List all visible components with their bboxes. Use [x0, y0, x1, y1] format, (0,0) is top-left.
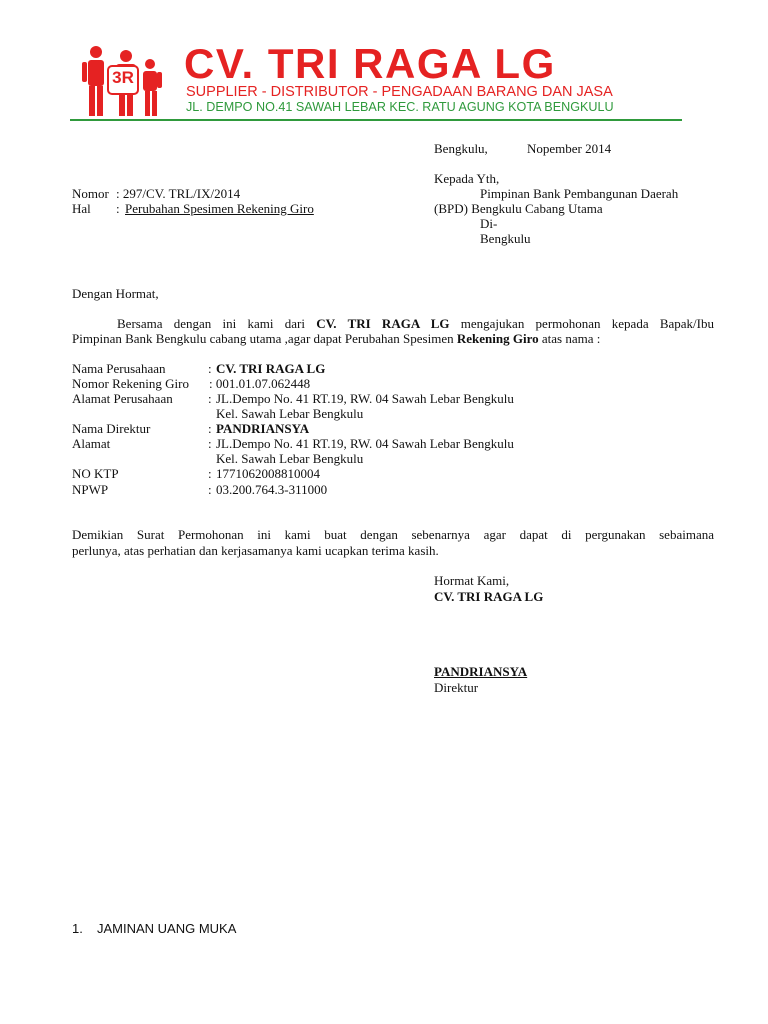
- direktur-label: Nama Direktur: [72, 421, 151, 436]
- npwp-value: 03.200.764.3-311000: [216, 482, 328, 497]
- ktp-value: 1771062008810004: [216, 466, 320, 481]
- company-name: CV. TRI RAGA LG: [184, 40, 556, 87]
- alamat-value-1: JL.Dempo No. 41 RT.19, RW. 04 Sawah Lebar Bengkulu: [216, 436, 514, 451]
- npwp-colon: :: [208, 482, 212, 497]
- nama-perusahaan-value: CV. TRI RAGA LG: [216, 361, 326, 376]
- nomor-label: Nomor: [72, 186, 109, 201]
- recipient-line-1: Pimpinan Bank Pembangunan Daerah: [480, 186, 679, 201]
- direktur-value: PANDRIANSYA: [216, 421, 310, 436]
- salutation: Dengan Hormat,: [72, 286, 159, 301]
- alamat-perusahaan-value-1: JL.Dempo No. 41 RT.19, RW. 04 Sawah Lebar Bengkulu: [216, 391, 514, 406]
- section-number: 1.: [72, 921, 83, 936]
- intro-text-1: Bersama dengan ini kami dari: [117, 316, 317, 331]
- npwp-label: NPWP: [72, 482, 109, 497]
- intro-text-3: Pimpinan Bank Bengkulu cabang utama ,agar dapat Perubahan Spesimen: [72, 331, 457, 346]
- logo-letters: 3R: [112, 68, 134, 87]
- signature-title: Direktur: [434, 680, 479, 695]
- recipient-line-2: (BPD) Bengkulu Cabang Utama: [434, 201, 603, 216]
- nama-perusahaan-colon: :: [208, 361, 212, 376]
- company-address: JL. DEMPO NO.41 SAWAH LEBAR KEC. RATU AGUNG KOTA BENGKULU: [186, 100, 614, 114]
- intro-rekening: Rekening Giro: [456, 331, 539, 346]
- rekening-label: Nomor Rekening Giro: [72, 376, 189, 391]
- hal-colon: :: [116, 201, 120, 216]
- signature-regards: Hormat Kami,: [434, 573, 510, 588]
- section-heading: JAMINAN UANG MUKA: [97, 921, 237, 936]
- closing-line-2: perlunya, atas perhatian dan kerjasamanya kami ucapkan terima kasih.: [72, 543, 439, 558]
- letterhead-divider: [70, 119, 682, 121]
- direktur-colon: :: [208, 421, 212, 436]
- intro-paragraph-line-1: [72, 316, 714, 331]
- intro-paragraph-line-2: [72, 331, 600, 346]
- alamat-colon: :: [208, 436, 212, 451]
- hal-value: Perubahan Spesimen Rekening Giro: [125, 201, 314, 216]
- recipient-line-4: Bengkulu: [480, 231, 531, 246]
- signature-name: PANDRIANSYA: [434, 664, 528, 679]
- date-month-year: Nopember 2014: [527, 141, 612, 156]
- nomor-value: : 297/CV. TRL/IX/2014: [116, 186, 241, 201]
- company-tagline: SUPPLIER - DISTRIBUTOR - PENGADAAN BARANG DAN JASA: [186, 84, 613, 100]
- alamat-perusahaan-value-2: Kel. Sawah Lebar Bengkulu: [216, 406, 364, 421]
- alamat-perusahaan-label: Alamat Perusahaan: [72, 391, 173, 406]
- rekening-value: : 001.01.07.062448: [209, 376, 311, 391]
- alamat-label: Alamat: [72, 436, 111, 451]
- intro-text-4: atas nama :: [538, 331, 601, 346]
- nama-perusahaan-label: Nama Perusahaan: [72, 361, 166, 376]
- recipient-greeting: Kepada Yth,: [434, 171, 500, 186]
- intro-company: CV. TRI RAGA LG: [316, 316, 450, 331]
- letterhead: [0, 0, 768, 130]
- ktp-label: NO KTP: [72, 466, 119, 481]
- ktp-colon: :: [208, 466, 212, 481]
- date-city: Bengkulu,: [434, 141, 488, 156]
- recipient-line-3: Di-: [480, 216, 498, 231]
- alamat-value-2: Kel. Sawah Lebar Bengkulu: [216, 451, 364, 466]
- intro-text-2: mengajukan permohonan kepada Bapak/Ibu: [449, 316, 715, 331]
- signature-company: CV. TRI RAGA LG: [434, 589, 544, 604]
- closing-line-1: Demikian Surat Permohonan ini kami buat dengan sebenarnya agar dapat di pergunakan sebaimana: [72, 527, 714, 542]
- alamat-perusahaan-colon: :: [208, 391, 212, 406]
- hal-label: Hal: [72, 201, 91, 216]
